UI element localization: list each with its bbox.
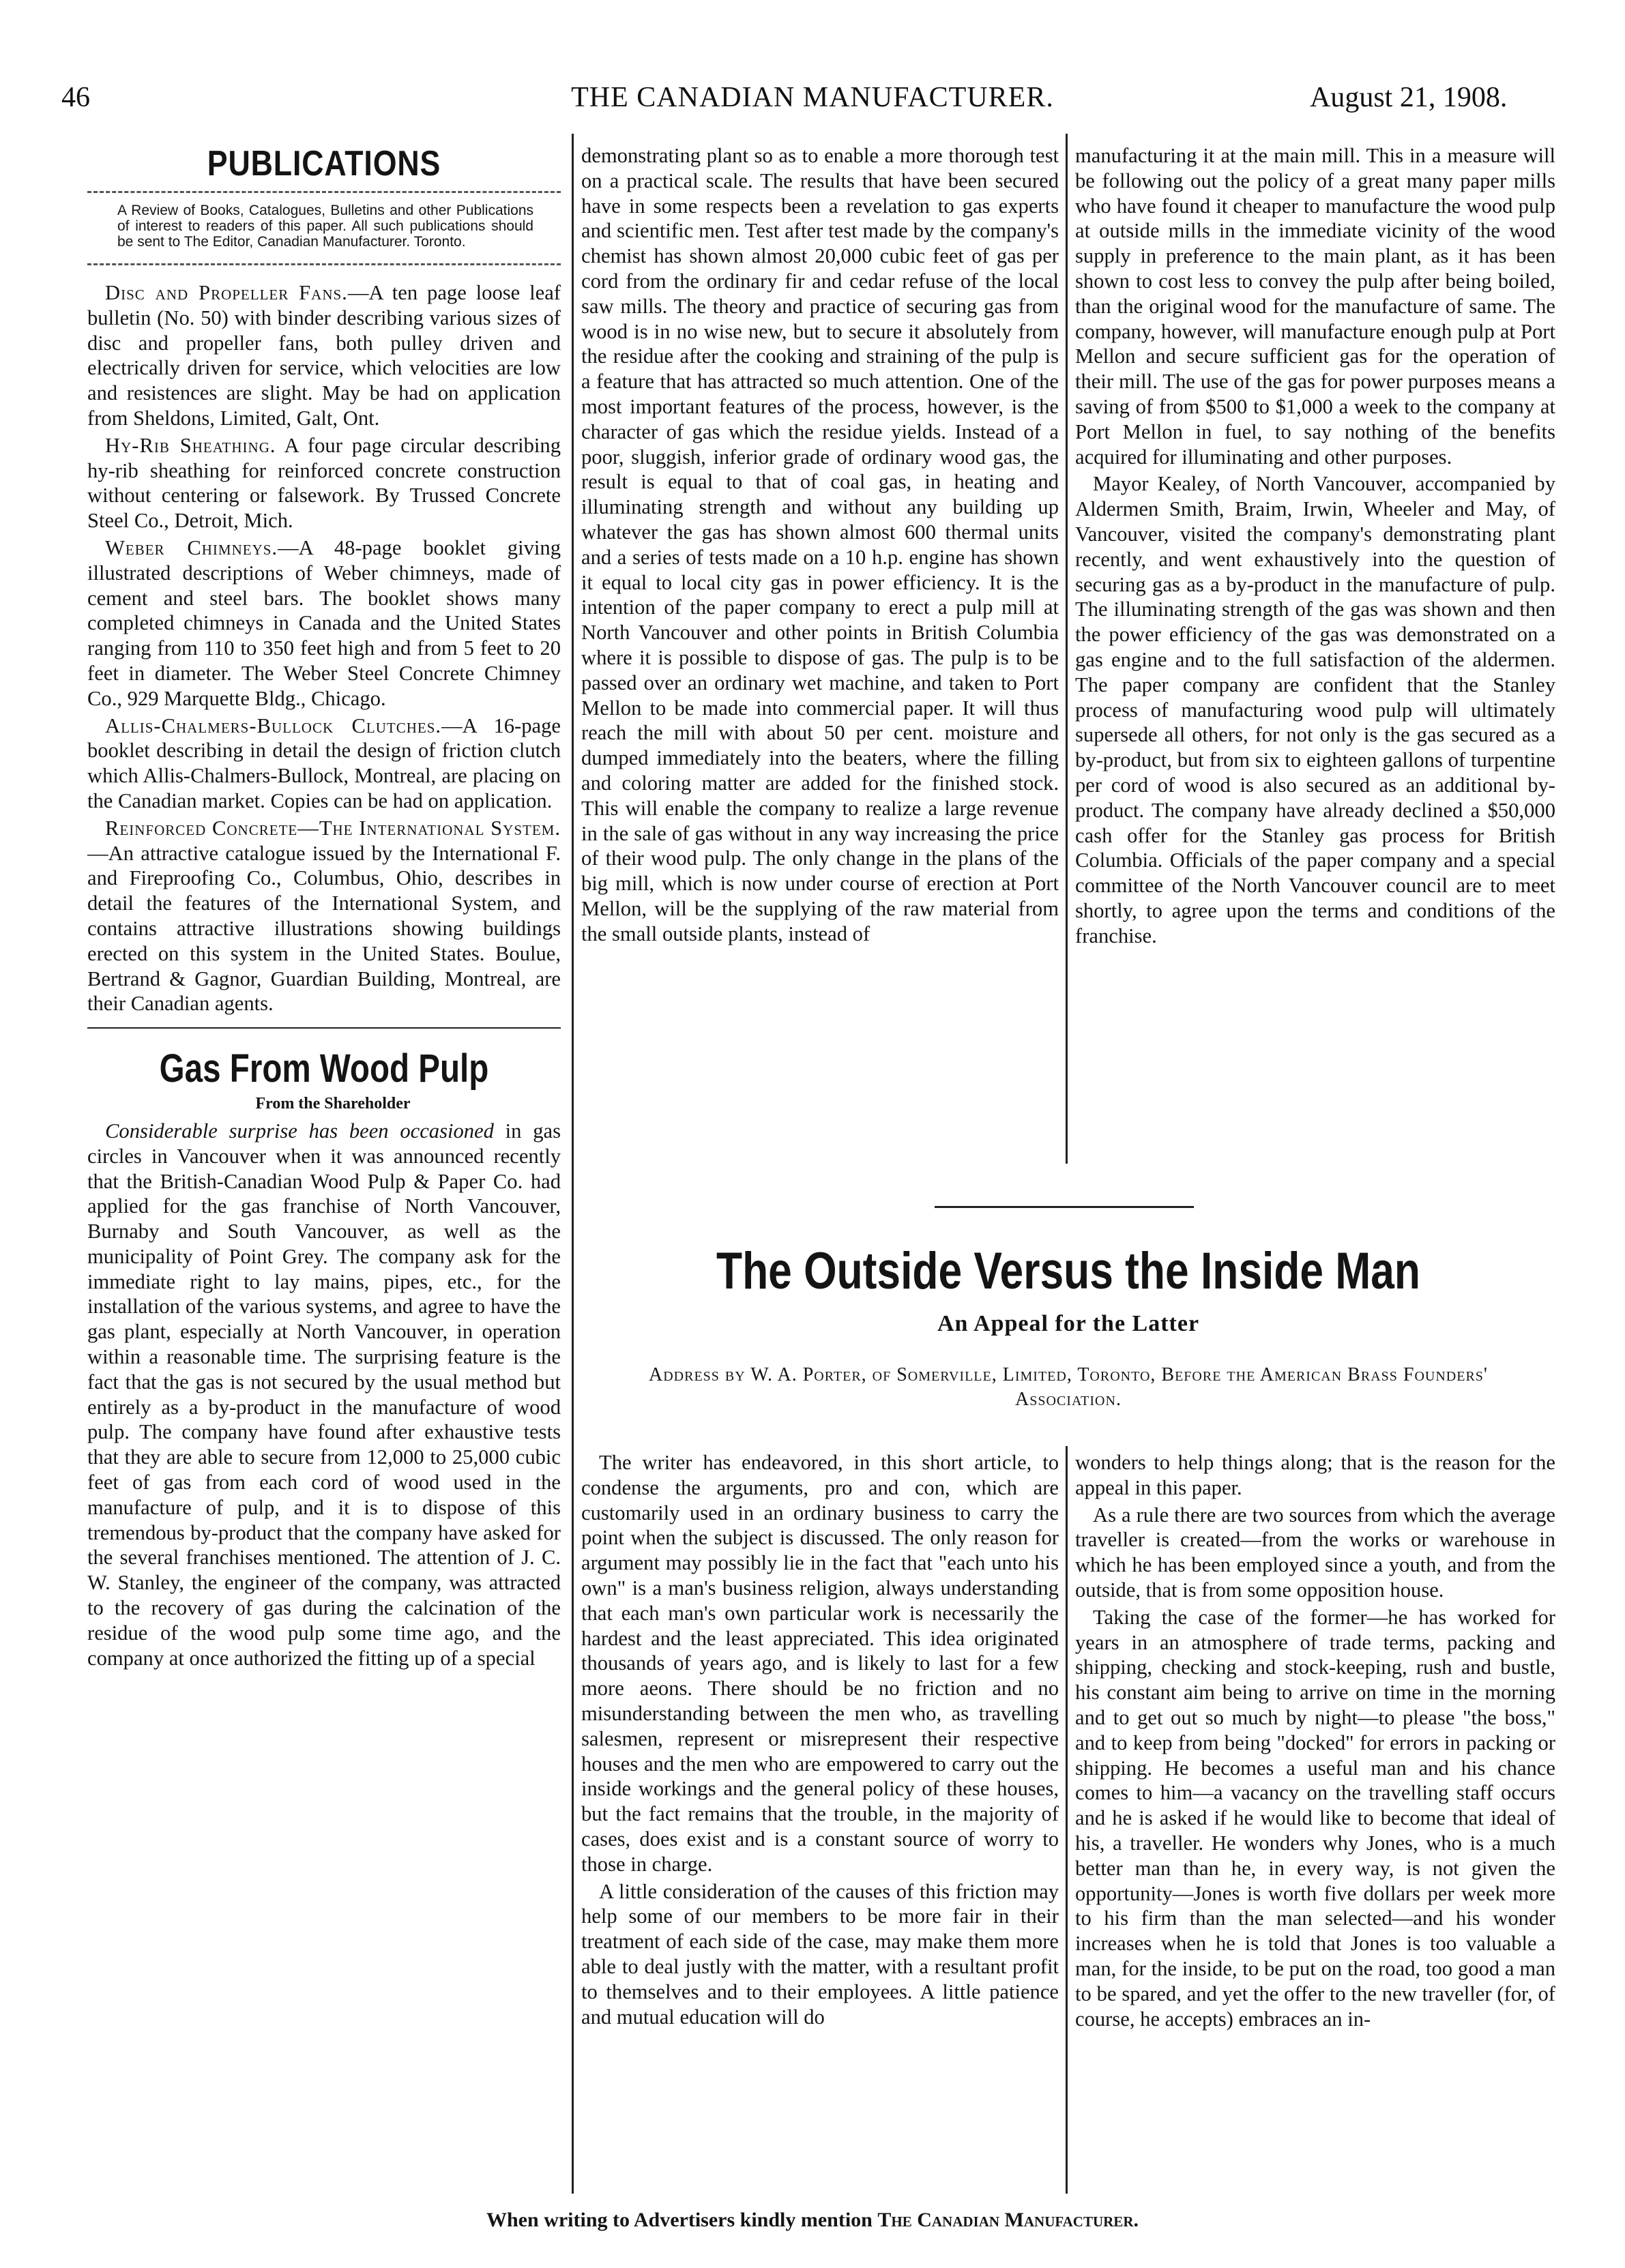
publications-divider-top [87, 191, 561, 193]
outside-article-paragraph: Taking the case of the former—he has worked for years in an atmosphere of trade terms, packing and shipping, checking and stock-keeping, rush and bustle, his constant aim being to arrive on time in the morning and to get out so much by night—to please "the boss," and to keep from being "docked" for errors in packing or shipping. He becomes a useful man and his chance comes to him—a vacancy on the travelling staff occurs and he is asked if he would like to become that ideal of his, a traveller. He wonders why Jones, who is a much better man than he, in every way, is not given the opportunity—Jones is worth five dollars per week more to his firm than the man selected—and his wonder increases when he is told that Jones is too valuable a man, for the inside, to be put on the road, too good a man to be spared, and yet the offer to the new traveller (for, of course, he accepts) embraces an in- [1075, 1605, 1555, 2031]
gas-article-title: Gas From Wood Pulp [159, 1046, 489, 1091]
column-middle-lower [581, 1450, 1059, 2196]
outside-article-paragraph: As a rule there are two sources from which the average traveller is created—from the works or warehouse in which he has been employed since a youth, and from the outside, that is from some opposition house. [1075, 1503, 1555, 1602]
outside-article-paragraph: wonders to help things along; that is the reason for the appeal in this paper. [1075, 1451, 1555, 1499]
publication-entry-lead: Disc and Propeller Fans. [105, 281, 348, 304]
publication-entry [87, 816, 561, 1016]
footer-notice [0, 2209, 1625, 2232]
footer-prefix: When writing to Advertisers kindly mention [486, 2209, 878, 2231]
footer-publication: The Canadian Manufacturer. [877, 2209, 1139, 2231]
column-right-lower [1075, 1450, 1555, 2196]
publication-entry [87, 433, 561, 533]
outside-article-byline: Address by W. A. Porter, of Somerville, Limited, Toronto, Before the American Brass Founders' Association. [649, 1364, 1488, 1410]
column-middle-upper [581, 143, 1059, 1173]
publication-entry-lead: Weber Chimneys. [105, 535, 278, 559]
column-rule-middle-upper [1066, 134, 1068, 1164]
section-separator [935, 1206, 1194, 1208]
gas-article-continued: demonstrating plant so as to enable a more thorough test on a practical scale. The results that have been secured have in some respects been a revelation to gas experts and scientific men. Test after test made by the company's chemist has shown almost 20,000 cubic feet of gas per cord from the ordinary fir and cedar refuse of the local saw mills. The theory and practice of securing gas from wood is in no wise new, but to secure it absolutely from the residue after the cooking and straining of the pulp is a feature that has attracted so much attention. One of the most important features of the process, however, is the character of gas which the residue yields. Instead of a poor, sluggish, inferior grade of ordinary wood gas, the result is equal to that of coal gas, in heating and illuminating strength and without any building up whatever the gas has shown almost 600 thermal units and a series of tests made on a 10 h.p. engine has shown it equal to local city gas in power efficiency. It is the intention of the paper company to erect a pulp mill at North Vancouver and other points in British Columbia where it is possible to dispose of gas. The pulp is to be passed over an ordinary wet machine, and taken to Port Mellon to be made into commercial paper. It will thus reach the mill with about 50 per cent. moisture and dumped immediately into the beaters, where the filling and coloring matter are added for the finished stock. This will enable the company to realize a large revenue in the sale of gas without in any way increasing the price of their wood pulp. The only change in the plans of the big mill, which is now under course of erection at Port Mellon, will be the supplying of the raw material from the small outside plants, instead of [581, 144, 1059, 945]
gas-article-continued: manufacturing it at the main mill. This in a measure will be following out the policy of a great many paper mills who have found it cheaper to manufacture the wood pulp at outside mills in the immediate vicinity of the wood supply in preference to the main plant, as it has been shown to cost less to convey the pulp after being boiled, than the original wood for the manufacture of same. The company, however, will manufacture enough pulp at Port Mellon and secure sufficient gas for the operation of their mill. The use of the gas for power purposes means a saving of from $500 to $1,000 a week to the company at Port Mellon in fuel, to say nothing of the benefits acquired for illuminating and other purposes. [1075, 144, 1555, 469]
gas-article-source: From the Shareholder [255, 1095, 411, 1113]
publication-entry-text: —A 48-page booklet giving illustrated descriptions of Weber chimneys, made of cement and steel bars. The booklet shows many completed chimneys in Canada and the United States ranging from 110 to 350 feet high and from 5 feet to 20 feet in diameter. The Weber Steel Concrete Chimney Co., 929 Marquette Bldg., Chicago. [87, 535, 561, 710]
publication-entry [87, 280, 561, 431]
outside-article-title: The Outside Versus the Inside Man [716, 1242, 1420, 1300]
publication-entry-lead: Reinforced Concrete—The International System. [105, 816, 561, 840]
publications-note: A Review of Books, Catalogues, Bulletins and other Publications of interest to readers of this paper. All such publications should be sent to The Editor, Canadian Manufacturer. Toronto. [117, 203, 533, 250]
gas-article-paragraph: Considerable surprise has been occasioned in gas circles in Vancouver when it was announced recently that the British-Canadian Wood Pulp & Paper Co. had applied for the gas franchise of North Vancouver, Burnaby and South Vancouver, as well as the municipality of Point Grey. The company ask for the immediate right to lay mains, pipes, etc., for the installation of the various systems, and agree to have the gas plant, especially at North Vancouver, in operation within a reasonable time. The surprising feature is the fact that the gas is not secured by the usual method but entirely as a by-product in the manufacture of wood pulp. The company have found after exhaustive tests that they are able to secure from 12,000 to 25,000 cubic feet of gas from each cord of wood used in the manufacture of pulp, and it is to dispose of this tremendous by-product that the company have asked for the several franchises mentioned. The attention of J. C. W. Stanley, the engineer of the company, was attracted to the recovery of gas during the calcination of the residue of the wood pulp some time ago, and the company at once authorized the fitting up of a special [87, 1119, 561, 1670]
publication-entry-lead: Allis-Chalmers-Bullock Clutches. [105, 713, 442, 737]
column-rule-middle-lower [1066, 1446, 1068, 2194]
gas-article-paragraph: Mayor Kealey, of North Vancouver, accompanied by Aldermen Smith, Braim, Irwin, Wheeler and May, of Vancouver, visited the company's demonstrating plant recently, and went exhaustively into the question of securing gas as a by-product in the manufacture of pulp. The illuminating strength of the gas was shown and then the power efficiency of the gas was demonstrated on a gas engine and to the full satisfaction of the aldermen. The paper company are confident that the Stanley process of manufacturing wood pulp will ultimately supersede all others, for not only is the gas secured as a by-product, but from six to eighteen gallons of turpentine per cord of wood is also secured as an additional by-product. The company have already declined a $50,000 cash offer for the Stanley gas process for British Columbia. Officials of the paper company and a special committee of the North Vancouver council are to meet shortly, to agree upon the terms and conditions of the franchise. [1075, 472, 1555, 947]
publications-heading: PUBLICATIONS [207, 144, 441, 183]
publication-entry-text: —A ten page loose leaf bulletin (No. 50) with binder describing various sizes of disc and propeller fans, both pulley driven and electrically driven for service, which velocities are low and resistences are slight. May be had on application from Sheldons, Limited, Galt, Ont. [87, 281, 561, 430]
outside-article-paragraph: The writer has endeavored, in this short article, to condense the arguments, pro and con, which are customarily used in an ordinary business to carry the point when the subject is discussed. The only reason for argument may possibly lie in the fact that "each unto his own" is a man's business religion, always understanding that each man's own particular work is necessarily the hardest and the least appreciated. This idea originated thousands of years ago, and is likely to last for a few more aeons. There should be no friction and no misunderstanding between the men who, as travelling salesmen, represent or misrepresent their respective houses and the men who are empowered to carry out the inside workings and the general policy of these houses, but the fact remains that the trouble, in the majority of cases, does exist and is a constant source of worry to those in charge. [581, 1451, 1059, 1876]
publication-entry [87, 713, 561, 814]
column-right-upper [1075, 143, 1555, 1173]
outside-article-paragraph: A little consideration of the causes of this friction may help some of our members to be more fair in their treatment of each side of the case, may make them more able to deal justly with the matter, with a resultant profit to themselves and to their employees. A little patience and mutual education will do [581, 1879, 1059, 2029]
publication-entry-text: —An attractive catalogue issued by the International F. and Fireproofing Co., Columbus, Ohio, describes in detail the features of the International System, and contains attractive illustrations showing buildings erected on this system in the United States. Boulue, Bertrand & Gagnor, Guardian Building, Montreal, are their Canadian agents. [87, 841, 561, 1016]
gas-article-rule [87, 1027, 561, 1029]
publication-entry [87, 535, 561, 711]
publication-entry-lead: Hy-Rib Sheathing. [105, 433, 276, 457]
column-rule-left [572, 134, 574, 2194]
outside-article-header [581, 1241, 1555, 1412]
issue-date: August 21, 1908. [1310, 82, 1508, 113]
page-number: 46 [61, 82, 90, 113]
column-left [87, 143, 561, 2196]
outside-article-subtitle: An Appeal for the Latter [937, 1311, 1200, 1336]
publication-entry-text: A four page circular describing hy-rib sheathing for reinforced concrete construction without centering or falsework. By Trussed Concrete Steel Co., Detroit, Mich. [87, 433, 561, 533]
publication-entry-text: —A 16-page booklet describing in detail the design of friction clutch which Allis-Chalmers-Bullock, Montreal, are placing on the Canadian market. Copies can be had on application. [87, 713, 561, 812]
running-title: THE CANADIAN MANUFACTURER. [571, 82, 1054, 113]
publications-divider-bottom [87, 263, 561, 265]
